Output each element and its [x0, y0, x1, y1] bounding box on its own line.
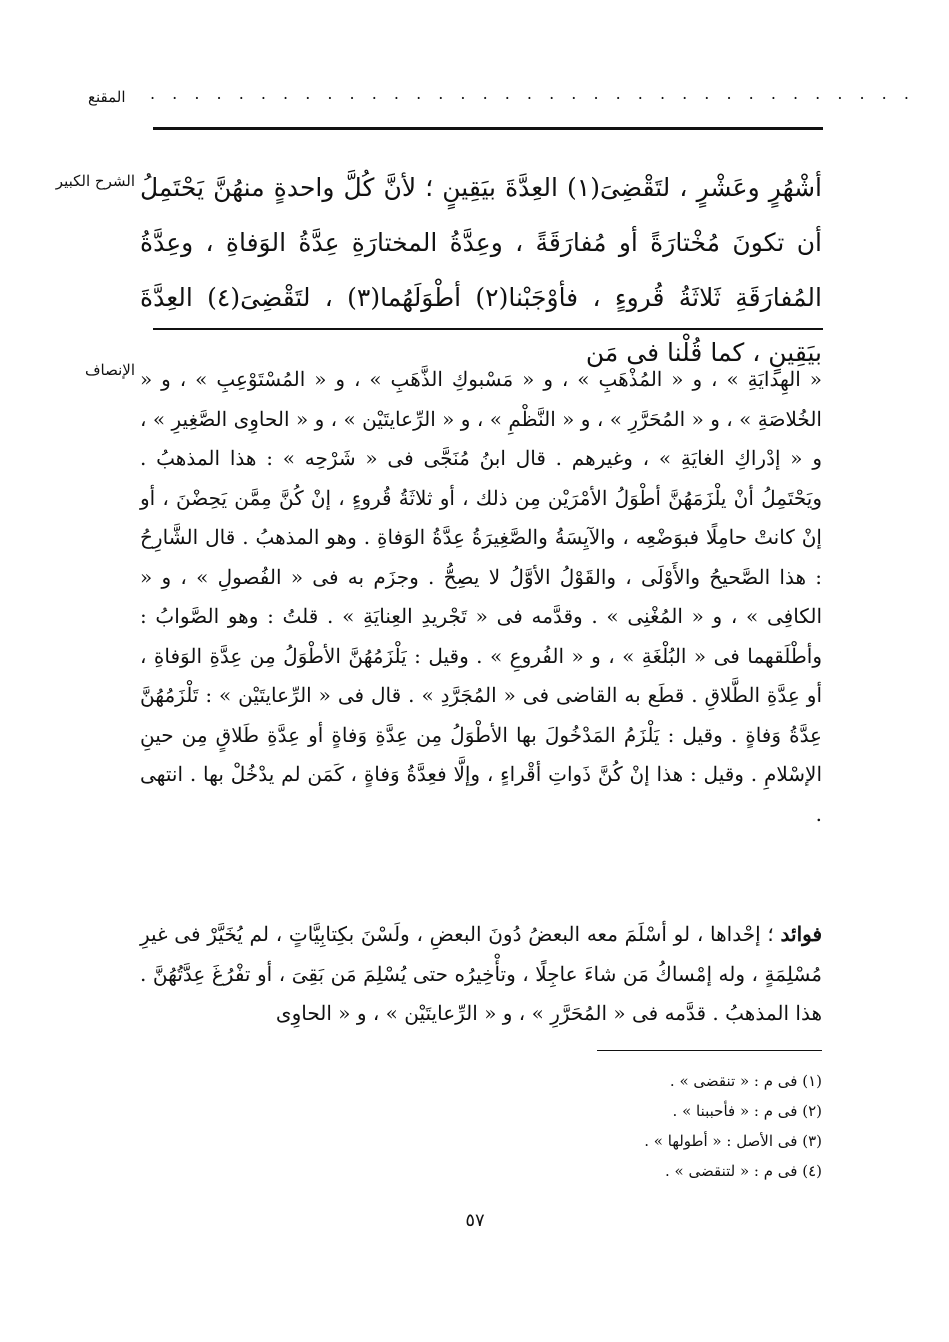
header-dotted-leader: . . . . . . . . . . . . . . . . . . . . . . . . . . . . . . . . . . .: [150, 84, 915, 103]
footnote-item: (٤) فى م : « لتنقضى » .: [664, 1162, 822, 1180]
margin-label-insaf: الإنصاف: [84, 361, 135, 379]
fawaid-lead-word: فوائد: [780, 922, 823, 946]
fawaid-text: ؛ إحْداها ، لو أسْلَمَ معه البعضُ دُونَ البعضِ ، ولَسْنَ بكِتابِيَّاتٍ ، لم يُخَيَّرْ فى غيرِ مُسْلِمَةٍ ، وله إمْساكُ مَن شاءَ عاجِلًا ، وتأْخِيرُه حتى يُسْلِمَ مَن بَقِىَ ، أو تفْرُغَ عِدَّتُهُنَّ . هذا المذهبُ . قدَّمه فى « المُحَرَّرِ » ، و « الرِّعايتَيْن » ، و « الحاوِى: [140, 922, 822, 1025]
section-separator-rule: [153, 328, 823, 330]
insaf-text-block: [140, 360, 822, 834]
footnote-item: (٢) فى م : « فأحببنا » .: [672, 1102, 822, 1120]
running-header-title: المقنع: [88, 88, 126, 106]
footnote-rule: [597, 1050, 822, 1051]
insaf-paragraph: « الهِدايَةِ » ، و « المُذْهَبِ » ، و « مَسْبوكِ الذَّهَبِ » ، و « المُسْتَوْعِبِ » ، و « الخُلاصَةِ » ، و « المُحَرَّرِ » ، و « النَّظْمِ » ، و « الرِّعايتَيْن » ، و « الحاوِى الصَّغِيرِ » ، و « إدْراكِ الغايَةِ » ، وغيرهم . قال ابنُ مُنَجَّى فى « شَرْحِه » : هذا المذهبُ . ويَحْتَمِلُ أنْ يلْزَمَهُنَّ أطْوَلُ الأمْرَيْن مِن ذلك ، أو ثلاثَةُ قُروءٍ ، إنْ كُنَّ مِمَّن يَحِضْنَ ، أو إنْ كانتْ حامِلًا فبوَضْعِه ، والآيِسَةُ والصَّغِيرَةُ عِدَّةُ الوَفاةِ . وهو المذهبُ . قال الشَّارِحُ : هذا الصَّحيحُ والأَوْلَى ، والقَوْلُ الأوَّلُ لا يصِحُّ . وجزَم به فى « الفُصولِ » ، و « الكافِى » ، و « المُغْنِى » . وقدَّمه فى « تَجْريدِ العِنايَةِ » . قلتُ : وهو الصَّوابُ : وأطْلَقهما فى « البُلْغَةِ » ، و « الفُروعِ » . وقيل : يَلْزَمُهُنَّ الأطْوَلُ مِن عِدَّةِ الوَفاةِ ، أو عِدَّةِ الطَّلاقِ . قطَع به القاضى فى « المُجَرَّدِ » . قال فى « الرِّعايتَيْن » : تَلْزَمُهُنَّ عِدَّةُ وَفاةٍ . وقيل : يَلْزَمُ المَدْخُولَ بها الأطْوَلُ مِن عِدَّةِ وَفاةٍ أو عِدَّةِ طَلاقٍ مِن حينِ الإسْلامِ . وقيل : هذا إنْ كُنَّ ذَواتِ أقْراءٍ ، وإلَّا فعِدَّةُ وَفاةٍ ، كَمَن لم يدْخُلْ بها . انتهى .: [140, 367, 822, 826]
margin-label-sharh: الشرح الكبير: [55, 172, 135, 190]
footnote-item: (١) فى م : « تنقضى » .: [669, 1072, 822, 1090]
footnotes-list: [520, 1066, 822, 1186]
sharh-text-block: أشْهُرٍ وعَشْرٍ ، لتَقْضِىَ(١) العِدَّةَ بيَقِينٍ ؛ لأنَّ كُلَّ واحدةٍ منهُنَّ يَحْتَمِلُ أن تكونَ مُخْتارَةً أو مُفارَقَةً ، وعِدَّةُ المختارَةِ عِدَّةُ الوَفاةِ ، وعِدَّةُ المُفارَقَةِ ثَلاثَةُ قُروءٍ ، فأوْجَبْنا(٢) أطْوَلَهُما(٣) ، لتَقْضِىَ(٤) العِدَّةَ بيَقِينٍ ، كما قُلْنا فى مَن: [140, 173, 822, 367]
footnote-item: (٣) فى الأصل : « أطولها » .: [644, 1132, 822, 1150]
page-number: ٥٧: [465, 1210, 485, 1231]
fawaid-paragraph: [140, 915, 822, 1034]
header-rule: [153, 127, 823, 130]
